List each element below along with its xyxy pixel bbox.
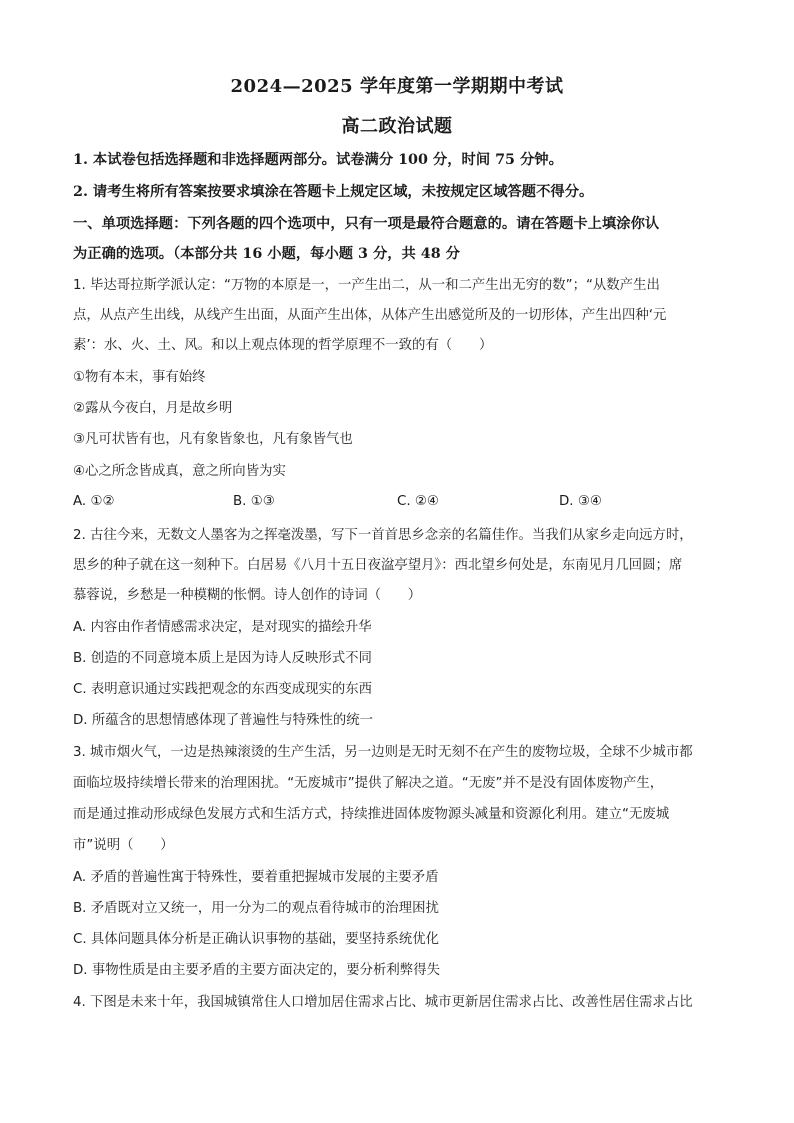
q4-stem-line1: 4. 下图是未来十年，我国城镇常住人口增加居住需求占比、城市更新居住需求占比、改善性居住需求占比: [73, 995, 693, 1010]
q2-option-b: B. 创造的不同意境本质上是因为诗人反映形式不同: [73, 651, 372, 666]
q3-option-d: D. 事物性质是由主要矛盾的主要方面决定的，要分析利弊得失: [73, 963, 440, 978]
q1-option-a: A. ①②: [73, 494, 115, 509]
q1-options: [73, 494, 723, 514]
note-2: 2. 请考生将所有答案按要求填涂在答题卡上规定区域，未按规定区域答题不得分。: [73, 184, 594, 200]
q3-option-c: C. 具体问题具体分析是正确认识事物的基础，要坚持系统优化: [73, 932, 440, 947]
q2-stem-line2: 思乡的种子就在这一刻种下。白居易《八月十五日夜湓亭望月》：西北望乡何处是，东南见月几回圆；席: [73, 558, 683, 573]
q1-option-b: B. ①③: [233, 494, 275, 509]
q2-stem-line1: 2. 古往今来，无数文人墨客为之挥毫泼墨，写下一首首思乡念亲的名篇佳作。当我们从家乡走向远方时，: [73, 528, 693, 543]
q1-item-1: ①物有本末，事有始终: [73, 370, 206, 385]
q2-stem-line3: 慕蓉说，乡愁是一种模糊的怅惘。诗人创作的诗词（ ）: [73, 588, 422, 603]
q1-stem-line1: 1. 毕达哥拉斯学派认定：“万物的本原是一，一产生出二，从一和二产生出无穷的数”；“从数产生出: [73, 278, 660, 293]
q1-item-3: ③凡可状皆有也，凡有象皆象也，凡有象皆气也: [73, 432, 353, 447]
section-heading-line1: 一、单项选择题：下列各题的四个选项中，只有一项是最符合题意的。请在答题卡上填涂你认: [73, 216, 660, 232]
q3-stem-line2: 面临垃圾持续增长带来的治理困扰。“无废城市”提供了解决之道。“无废”并不是没有固体废物产生，: [73, 776, 664, 791]
q1-option-d: D. ③④: [559, 494, 602, 509]
note-1: 1. 本试卷包括选择题和非选择题两部分。试卷满分 100 分，时间 75 分钟。: [73, 152, 563, 168]
q2-option-d: D. 所蕴含的思想情感体现了普遍性与特殊性的统一: [73, 713, 374, 728]
q2-option-a: A. 内容由作者情感需求决定，是对现实的描绘升华: [73, 620, 372, 635]
exam-subtitle: 高二政治试题: [341, 116, 453, 137]
q2-option-c: C. 表明意识通过实践把观念的东西变成现实的东西: [73, 682, 373, 697]
q1-stem-line3: 素’：水、火、土、风。和以上观点体现的哲学原理不一致的有（ ）: [73, 338, 493, 353]
q3-option-a: A. 矛盾的普遍性寓于特殊性，要着重把握城市发展的主要矛盾: [73, 870, 439, 885]
q1-option-c: C. ②④: [397, 494, 439, 509]
q1-item-2: ②露从今夜白，月是故乡明: [73, 401, 233, 416]
section-heading-line2: 为正确的选项。（本部分共 16 小题，每小题 3 分，共 48 分: [73, 246, 460, 262]
q3-stem-line1: 3. 城市烟火气，一边是热辣滚烫的生产生活，另一边则是无时无刻不在产生的废物垃圾，全球不少城市都: [73, 745, 693, 760]
q3-stem-line4: 市”说明（ ）: [73, 838, 174, 853]
q1-item-4: ④心之所念皆成真，意之所向皆为实: [73, 464, 286, 479]
exam-title: 2024—2025 学年度第一学期期中考试: [230, 76, 564, 97]
q1-stem-line2: 点，从点产生出线，从线产生出面，从面产生出体，从体产生出感觉所及的一切形体，产生出四种‘元: [73, 308, 667, 323]
q3-stem-line3: 而是通过推动形成绿色发展方式和生活方式，持续推进固体废物源头减量和资源化利用。建立“无废城: [73, 807, 670, 822]
q3-option-b: B. 矛盾既对立又统一，用一分为二的观点看待城市的治理困扰: [73, 901, 439, 916]
